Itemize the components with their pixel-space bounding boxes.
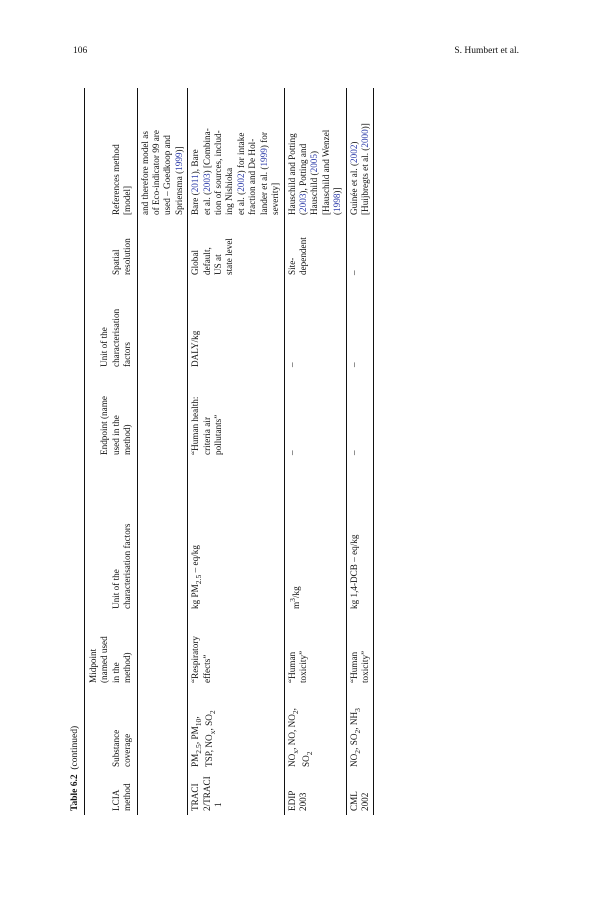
cell-lcia-method: EDIP 2003	[286, 790, 308, 811]
header-lcia-method: LCIA method	[110, 783, 133, 811]
header-midpoint-unit: Unit of the characterisation factors	[110, 523, 133, 609]
citation-link[interactable]: 1999	[173, 152, 184, 171]
table-row-traci	[188, 88, 284, 815]
cell-endpoint-unit: DALY/kg	[190, 330, 201, 367]
cell-spatial-resolution: –	[348, 270, 359, 275]
cell-endpoint: “Human health: criteria air pollutants”	[190, 396, 224, 455]
running-header-authors: S. Humbert et al.	[454, 46, 519, 56]
cell-midpoint-unit: kg $PM_{2.5} - eq/kg$	[190, 545, 204, 609]
cell-references: and therefore model as of Eco-indicator 99 are used – Goedkoop and Spriensma (1999)]	[139, 130, 184, 215]
cell-endpoint: –	[286, 450, 297, 455]
cell-endpoint: –	[348, 450, 359, 455]
cell-midpoint-unit: kg 1,4-DCB – eq/kg	[348, 534, 359, 609]
citation-link[interactable]: 2011	[190, 174, 201, 193]
lcia-table	[84, 88, 374, 815]
table-row-edip	[284, 88, 346, 815]
cell-substance-coverage: $PM_{2.5}$, $PM_{10}$, TSP, $NO_x$, $SO_2$	[190, 710, 218, 767]
cell-references: Guinée et al. (2002) [Huijbregts et al. (2000)]	[348, 123, 370, 215]
citation-link[interactable]: 2002	[348, 144, 359, 163]
citation-link[interactable]: 1998	[332, 193, 343, 212]
rotated-table-block	[70, 85, 525, 815]
cell-lcia-method: CML 2002	[348, 791, 370, 811]
cell-references: Hauschild and Potting (2003), Potting and Hauschild (2005) [Hauschild and Wenzel (1998)]	[286, 129, 343, 215]
cell-references: Bare (2011), Bare et al. (2003) [Combina- tion of sources, includ- ing Nishioka et al. (2002) for intake fraction and De Hol- lander et al. (1999) for severity]	[190, 128, 281, 215]
citation-link[interactable]: 2005	[309, 154, 320, 173]
cell-spatial-resolution: Site- dependent	[286, 237, 308, 275]
cell-endpoint-unit: –	[286, 362, 297, 367]
table-row-continued	[137, 88, 188, 815]
header-spatial-resolution: Spatial resolution	[110, 238, 133, 275]
table-caption-label: Table 6.2	[70, 774, 80, 811]
cell-midpoint: “Human toxicity”	[348, 650, 370, 683]
header-references: References method [model]	[110, 144, 133, 215]
citation-link[interactable]: 1999	[258, 148, 269, 167]
table-caption	[70, 726, 80, 811]
table-caption-text: (continued)	[70, 725, 80, 770]
header-endpoint: Endpoint (name used in the method)	[99, 396, 133, 455]
cell-spatial-resolution: Global default, US at state level	[190, 238, 235, 275]
cell-endpoint-unit: –	[348, 362, 359, 367]
header-midpoint: Midpoint (named used in the method)	[88, 636, 133, 683]
cell-midpoint: “Respiratory effects”	[190, 636, 212, 683]
cell-lcia-method: TRACI 2/TRACI 1	[190, 776, 224, 811]
header-endpoint-unit: Unit of the characterisation factors	[99, 308, 133, 367]
citation-link[interactable]: 2003	[297, 193, 308, 212]
cell-midpoint-unit: $m^3/kg$	[287, 586, 301, 609]
cell-substance-coverage: $NO_x$, NO, $NO_2$, $SO_2$	[286, 708, 314, 767]
cell-substance-coverage: $NO_2$, $SO_2$, $NH_3$	[348, 708, 362, 767]
cell-midpoint: “Human toxicity”	[286, 650, 308, 683]
citation-link[interactable]: 2002	[235, 173, 246, 192]
header-substance-coverage: Substance coverage	[110, 729, 133, 767]
page-number: 106	[73, 46, 88, 56]
table-header-row	[85, 88, 138, 815]
citation-link[interactable]: 2003	[201, 173, 212, 192]
citation-link[interactable]: 2000	[359, 129, 370, 148]
table-row-cml	[346, 88, 374, 815]
